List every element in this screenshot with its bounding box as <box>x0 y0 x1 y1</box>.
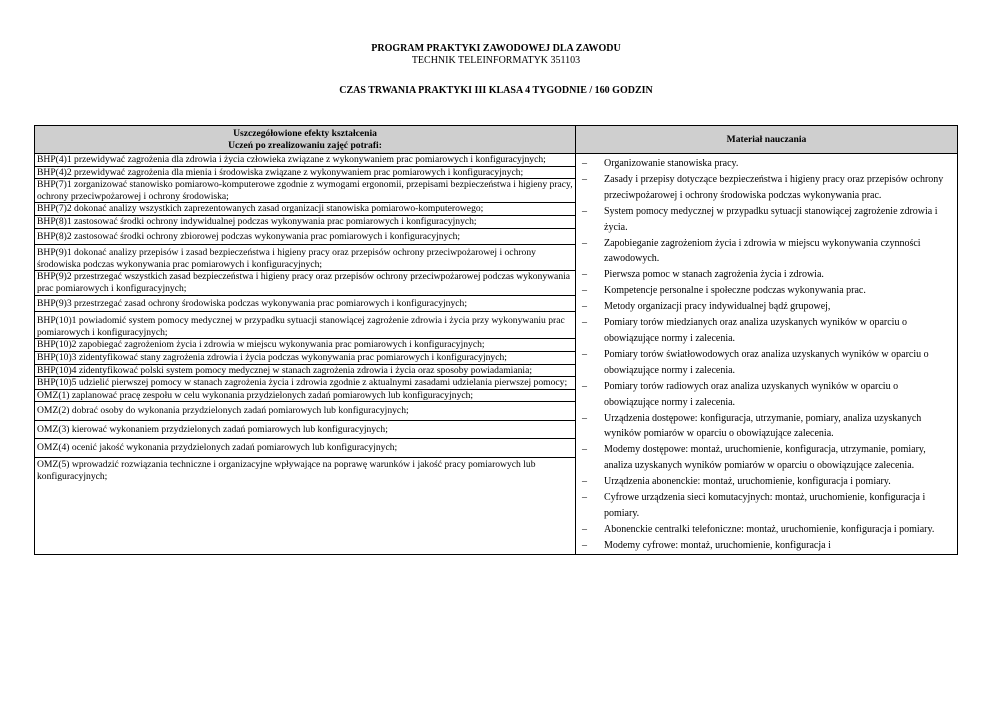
effect-row: BHP(4)1 przewidywać zagrożenia dla zdrowia i życia człowieka związane z wykonywaniem prac pomiarowych i konfiguracyjnych; <box>35 154 575 167</box>
effect-row: BHP(7)2 dokonać analizy wszystkich zaprezentowanych zasad organizacji stanowiska pomiarowo-komputerowego; <box>35 203 575 216</box>
effect-row: BHP(7)1 zorganizować stanowisko pomiarowo-komputerowe zgodnie z wymogami ergonomii, przepisami bezpieczeństwa i higieny pracy, ochrony przeciwpożarowej i ochrony środowiska; <box>35 179 575 203</box>
material-header: Materiał nauczania <box>576 126 958 154</box>
material-column <box>576 154 958 555</box>
material-item: – Urządzenia abonenckie: montaż, uruchomienie, konfiguracja i pomiary. <box>582 474 953 490</box>
effect-row: BHP(9)1 dokonać analizy przepisów i zasad bezpieczeństwa i higieny pracy oraz przepisów ochrony przeciwpożarowej i ochrony środowiska podczas wykonywania prac pomiarowych i konfiguracyjnych; <box>35 245 575 271</box>
material-item: – Modemy dostępowe: montaż, uruchomienie, konfiguracja, utrzymanie, pomiary, analiza uzyskanych wyników pomiarów w oparciu o obowiązujące zalecenia. <box>582 442 953 474</box>
program-table <box>34 125 958 555</box>
effect-row: OMZ(4) ocenić jakość wykonania przydzielonych zadań pomiarowych lub konfiguracyjnych; <box>35 439 575 458</box>
effect-row: BHP(9)2 przestrzegać wszystkich zasad bezpieczeństwa i higieny pracy oraz przepisów ochrony przeciwpożarowej podczas wykonywania prac pomiarowych i konfiguracyjnych; <box>35 271 575 295</box>
effect-row: OMZ(2) dobrać osoby do wykonania przydzielonych zadań pomiarowych lub konfiguracyjnych; <box>35 402 575 421</box>
effect-row: BHP(9)3 przestrzegać zasad ochrony środowiska podczas wykonywania prac pomiarowych i konfiguracyjnych; <box>35 296 575 313</box>
effect-row: BHP(10)1 powiadomić system pomocy medycznej w przypadku sytuacji stanowiącej zagrożenie zdrowia i życia przy wykonywaniu prac pomiarowych i konfiguracyjnych; <box>35 312 575 339</box>
effect-row: BHP(10)5 udzielić pierwszej pomocy w stanach zagrożenia życia i zdrowia zgodnie z aktualnymi zasadami udzielania pierwszej pomocy; <box>35 377 575 390</box>
effect-row: OMZ(1) zaplanować pracę zespołu w celu wykonania przydzielonych zadań pomiarowych lub konfiguracyjnych; <box>35 390 575 403</box>
material-item: – Pomiary torów radiowych oraz analiza uzyskanych wyników w oparciu o obowiązujące normy i zalecenia. <box>582 379 953 411</box>
effect-row: BHP(4)2 przewidywać zagrożenia dla mienia i środowiska związane z wykonywaniem prac pomiarowych i konfiguracyjnych; <box>35 167 575 180</box>
material-item: – Pomiary torów miedzianych oraz analiza uzyskanych wyników w oparciu o obowiązujące normy i zalecenia. <box>582 315 953 347</box>
material-list <box>582 156 953 554</box>
material-item: – Pierwsza pomoc w stanach zagrożenia życia i zdrowia. <box>582 267 953 283</box>
document-title: PROGRAM PRAKTYKI ZAWODOWEJ DLA ZAWODU <box>371 43 621 54</box>
effects-header <box>35 126 576 154</box>
material-item: – System pomocy medycznej w przypadku sytuacji stanowiącej zagrożenie zdrowia i życia. <box>582 204 953 236</box>
effects-header-line2: Uczeń po zrealizowaniu zajęć potrafi: <box>228 139 382 151</box>
effect-row: OMZ(3) kierować wykonaniem przydzielonych zadań pomiarowych lub konfiguracyjnych; <box>35 421 575 440</box>
material-item: – Zapobieganie zagrożeniom życia i zdrowia w miejscu wykonywania czynności zawodowych. <box>582 236 953 268</box>
material-item: – Pomiary torów światłowodowych oraz analiza uzyskanych wyników w oparciu o obowiązujące normy i zalecenia. <box>582 347 953 379</box>
material-item: – Abonenckie centralki telefoniczne: montaż, uruchomienie, konfiguracja i pomiary. <box>582 522 953 538</box>
material-item: – Urządzenia dostępowe: konfiguracja, utrzymanie, pomiary, analiza uzyskanych wyników pomiarów w oparciu o obowiązujące zalecenia. <box>582 411 953 443</box>
material-item: – Organizowanie stanowiska pracy. <box>582 156 953 172</box>
material-item: – Modemy cyfrowe: montaż, uruchomienie, konfiguracja i <box>582 538 953 554</box>
effects-column <box>35 154 576 555</box>
effects-header-line1: Uszczegółowione efekty kształcenia <box>233 127 377 139</box>
effect-row: BHP(10)2 zapobiegać zagrożeniom życia i zdrowia w miejscu wykonywania prac pomiarowych i konfiguracyjnych; <box>35 339 575 352</box>
material-item: – Zasady i przepisy dotyczące bezpieczeństwa i higieny pracy oraz przepisów ochrony przeciwpożarowej i ochrony środowiska podczas wykonywania prac. <box>582 172 953 204</box>
duration-heading: CZAS TRWANIA PRAKTYKI III KLASA 4 TYGODNIE / 160 GODZIN <box>339 85 653 96</box>
effect-row: BHP(10)3 zidentyfikować stany zagrożenia zdrowia i życia podczas wykonywania prac pomiarowych i konfiguracyjnych; <box>35 352 575 365</box>
effect-row: OMZ(5) wprowadzić rozwiązania techniczne i organizacyjne wpływające na poprawę warunków i jakość pracy pomiarowych lub konfiguracyjnych; <box>37 459 536 482</box>
effect-row: BHP(10)4 zidentyfikować polski system pomocy medycznej w stanach zagrożenia zdrowia i życia oraz sposoby powiadamiania; <box>35 365 575 378</box>
material-item: – Cyfrowe urządzenia sieci komutacyjnych: montaż, uruchomienie, konfiguracja i pomiary. <box>582 490 953 522</box>
material-item: – Metody organizacji pracy indywidualnej bądź grupowej, <box>582 299 953 315</box>
material-item: – Kompetencje personalne i społeczne podczas wykonywania prac. <box>582 283 953 299</box>
table-body-row <box>35 154 958 555</box>
document-subtitle: TECHNIK TELEINFORMATYK 351103 <box>411 55 581 66</box>
effect-row: BHP(8)2 zastosować środki ochrony zbiorowej podczas wykonywania prac pomiarowych i konfiguracyjnych; <box>35 229 575 246</box>
table-header-row <box>35 126 958 154</box>
effect-row: BHP(8)1 zastosować środki ochrony indywidualnej podczas wykonywania prac pomiarowych i konfiguracyjnych; <box>35 216 575 229</box>
